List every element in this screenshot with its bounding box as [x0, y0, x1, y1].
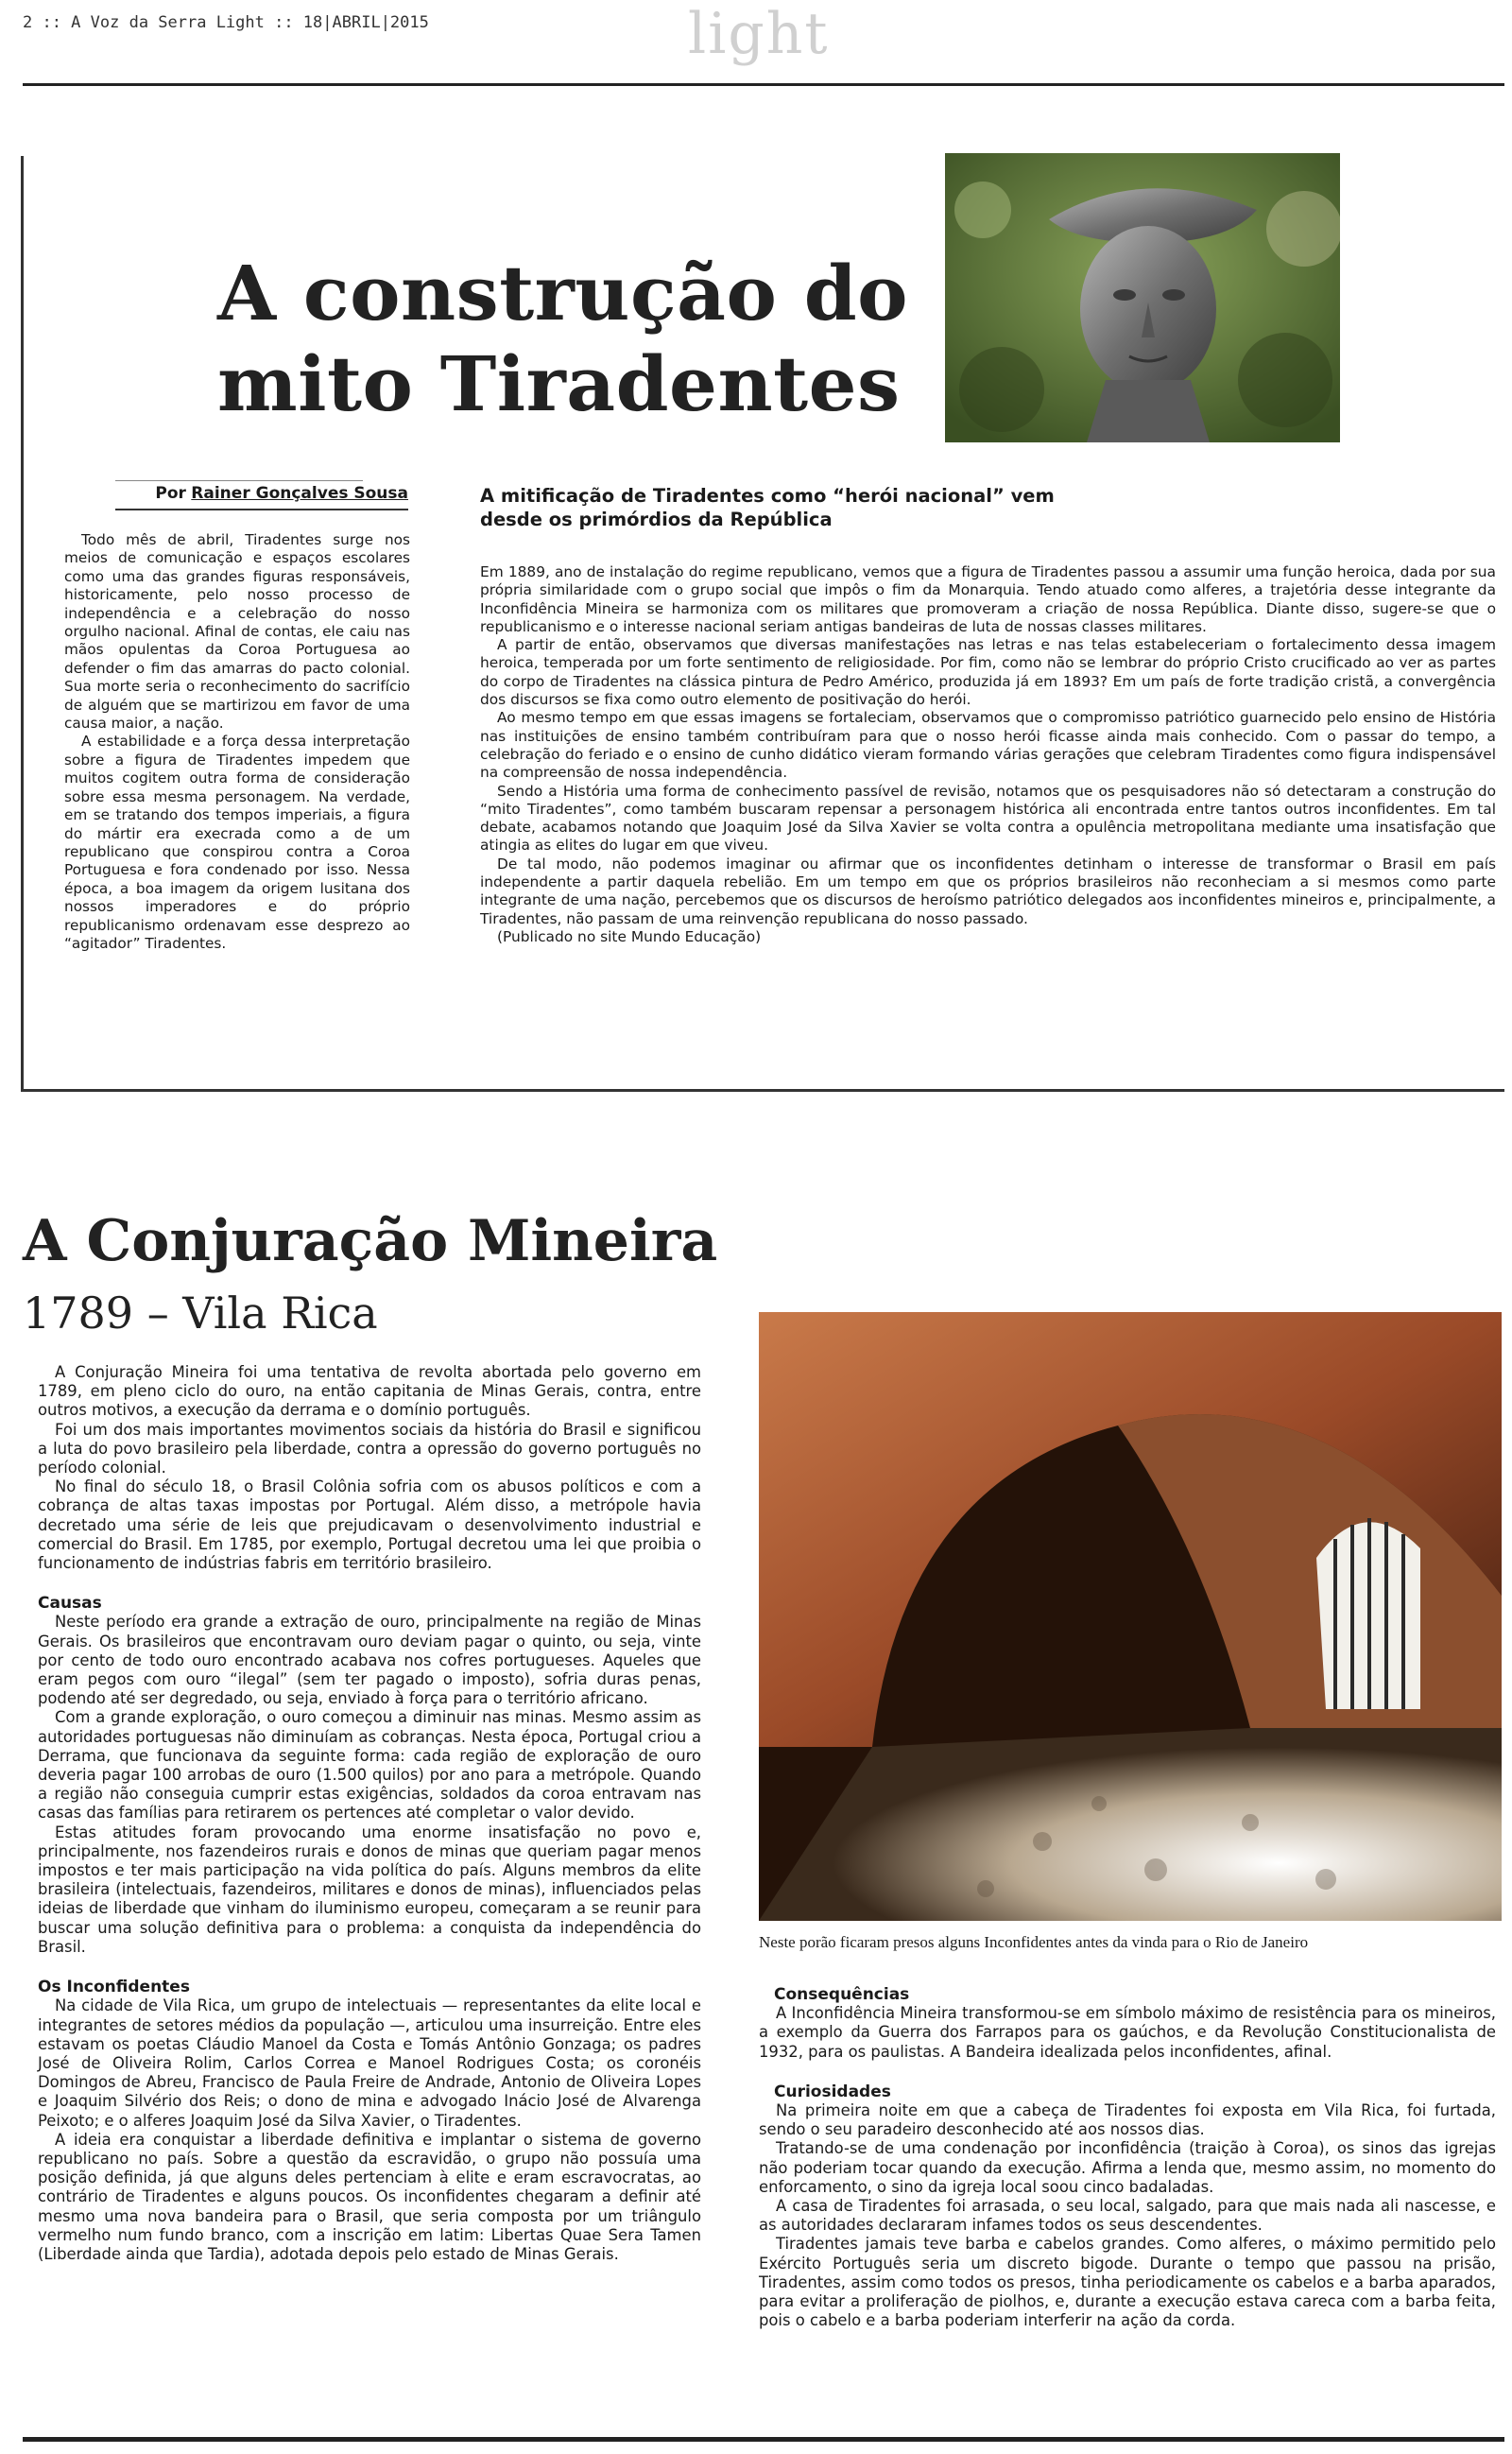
tiradentes-bust-photo	[945, 153, 1340, 442]
article2-title: A Conjuração Mineira	[23, 1208, 718, 1274]
section-heading-consequencias: Consequências	[774, 1985, 910, 2004]
byline-underline	[115, 509, 408, 510]
byline-top-rule	[115, 480, 363, 481]
paragraph: Na cidade de Vila Rica, um grupo de intelectuais — representantes da elite local e integrantes de setores médios da população —, articulou uma insurreição. Entre eles estavam os poetas Cláudio Manoel da Costa e Tomás Antônio Gonzaga; os padres José de Oliveira Rolim, Carlos Correa e Manoel Rodrigues Costa; os coronéis Domingos de Abreu, Francisco de Paula Freire de Andrade, Antonio de Oliveira Lopes e Joaquim Silvério dos Reis; o dono de mina e advogado Inácio José de Alvarenga Peixoto; e o alferes Joaquim José da Silva Xavier, o Tiradentes.	[38, 1996, 701, 2130]
paragraph: Foi um dos mais importantes movimentos sociais da história do Brasil e significou a luta do povo brasileiro pela liberdade, contra a opressão do governo português no período colonial.	[38, 1420, 701, 1478]
paragraph: Neste período era grande a extração de ouro, principalmente na região de Minas Gerais. Os brasileiros que encontravam ouro deviam pagar o quinto, ou seja, vinte por cento de todo ouro encontrado acabava nos cofres portugueses. Aqueles que eram pegos com ouro “ilegal” (sem ter pagado o imposto), sofria duras penas, podendo até ser degredado, ou seja, enviado à força para o território africano.	[38, 1613, 701, 1708]
article2-right-column	[759, 1985, 1496, 2330]
paragraph: De tal modo, não podemos imaginar ou afirmar que os inconfidentes detinham o interesse de transformar o Brasil em país independente a partir daquela rebelião. Em um tempo em que os próprios brasileiros não reconheciam a si mesmos como parte integrante de uma nação, percebemos que os discursos de heroísmo patriótico delegados aos inconfidentes mineiros e, principalmente, a Tiradentes, não passam de uma reinvenção republicana do nosso passado.	[480, 855, 1496, 927]
article2-subtitle: 1789 – Vila Rica	[23, 1287, 378, 1339]
article-subhead: A mitificação de Tiradentes como “herói nacional” vem desde os primórdios da República	[480, 485, 1055, 530]
article-frame-left	[21, 156, 24, 1092]
running-head: 2 :: A Voz da Serra Light :: 18|ABRIL|2015	[23, 13, 429, 32]
paragraph: Em 1889, ano de instalação do regime republicano, vemos que a figura de Tiradentes passou a assumir uma função heroica, dada por sua própria similaridade com o grupo social que impôs o fim da Monarquia. Tendo atuado como alferes, a trajetória desse integrante da Inconfidência Mineira se harmoniza com os militares que promoveram a criação de nossa República. Diante disso, sugere-se que o republicanismo e o interesse nacional seriam antigas bandeiras de luta de nossas classes militares.	[480, 563, 1496, 635]
paragraph: Ao mesmo tempo em que essas imagens se fortaleciam, observamos que o compromisso patriótico guarnecido pelo ensino de História nas instituições de ensino também contribuíram para que o nosso herói ficasse ainda mais conhecido. Com o passar do tempo, a celebração do feriado e o ensino de cunho didático vieram formando várias gerações que celebram Tiradentes como figura indispensável na compreensão de nossa independência.	[480, 709, 1496, 782]
paragraph: A ideia era conquistar a liberdade definitiva e implantar o sistema de governo republicano no país. Sobre a questão da escravidão, o grupo não possuía uma posição definida, já que alguns deles pertenciam à elite e eram escravocratas, ao contrário de Tiradentes e alguns poucos. Os inconfidentes chegaram a definir até mesmo uma nova bandeira para o Brasil, que seria composta por um triângulo vermelho num fundo branco, com a inscrição em latim: Libertas Quae Sera Tamen (Liberdade ainda que Tardia), adotada depois pelo estado de Minas Gerais.	[38, 2130, 701, 2263]
paragraph: A partir de então, observamos que diversas manifestações nas letras e nas telas estabeleceriam o fortalecimento dessa imagem heroica, temperada por um forte sentimento de religiosidade. Por fim, como não se lembrar do próprio Cristo crucificado ao ver as partes do corpo de Tiradentes na clássica pintura de Pedro Américo, produzida já em 1893? Em um país de forte tradição cristã, a convergência dos discursos se fixa como outro elemento de positivação do herói.	[480, 636, 1496, 709]
paragraph: No final do século 18, o Brasil Colônia sofria com os abusos políticos e com a cobrança de altas taxas impostas por Portugal. Além disso, a metrópole havia decretado uma série de leis que prejudicavam o desenvolvimento industrial e comercial do Brasil. Em 1785, por exemplo, Portugal decretou uma lei que proibia o funcionamento de indústrias fabris em território brasileiro.	[38, 1478, 701, 1573]
paragraph: Tiradentes jamais teve barba e cabelos grandes. Como alferes, o máximo permitido pelo Exército Português seria um discreto bigode. Durante o tempo que passou na prisão, Tiradentes, assim como todos os presos, tinha periodicamente os cabelos e a barba aparados, para evitar a proliferação de piolhos, e, durante a execução estava careca com a barba feita, pois o cabelo e a barba poderiam interferir na ação da corda.	[759, 2235, 1496, 2330]
article-body	[480, 563, 1496, 946]
section-heading-inconfidentes: Os Inconfidentes	[38, 1978, 190, 1997]
article-frame-bottom	[21, 1089, 1504, 1092]
paragraph: Na primeira noite em que a cabeça de Tiradentes foi exposta em Vila Rica, foi furtada, sendo o seu paradeiro desconhecido até aos nossos dias.	[759, 2101, 1496, 2139]
byline	[115, 484, 408, 503]
byline-prefix: Por	[155, 484, 186, 503]
paragraph: A estabilidade e a força dessa interpretação sobre a figura de Tiradentes impedem que muitos cogitem outra forma de consideração sobre essa mesma personagem. Na verdade, em se tratando dos tempos imperiais, a figura do mártir era execrada como a de um republicano que conspirou contra a Coroa Portuguesa e fora condenado por isso. Nessa época, a boa imagem da origem lusitana dos nossos imperadores e do próprio republicanismo ordenavam esse desprezo ao “agitador” Tiradentes.	[64, 733, 410, 952]
paragraph: Estas atitudes foram provocando uma enorme insatisfação no povo e, principalmente, nos fazendeiros rurais e donos de minas que queriam pagar menos impostos e ter mais participação na vida política do país. Alguns membros da elite brasileira (intelectuais, fazendeiros, militares e donos de minas), influenciados pelas ideias de liberdade que vinham do iluminismo europeu, começaram a se reunir para buscar uma solução definitiva para o problema: a conquista da independência do Brasil.	[38, 1823, 701, 1956]
section-heading-causas: Causas	[38, 1594, 102, 1614]
source-note: (Publicado no site Mundo Educação)	[497, 927, 762, 945]
top-rule	[23, 83, 1504, 86]
paragraph: Sendo a História uma forma de conhecimento passível de revisão, notamos que os pesquisadores não só detectaram a construção do “mito Tiradentes”, como também buscaram repensar a personagem histórica ali encontrada entre tantos outros inconfidentes. Em tal debate, acabamos notando que Joaquim José da Silva Xavier se volta contra a opulência metropolitana mediante uma insatisfação que atingia as elites do lugar em que viveu.	[480, 782, 1496, 855]
bottom-rule	[23, 2437, 1504, 2442]
photo-caption: Neste porão ficaram presos alguns Inconfidentes antes da vinda para o Rio de Janeiro	[759, 1933, 1309, 1951]
paragraph: Tratando-se de uma condenação por inconfidência (traição à Coroa), os sinos das igrejas não poderiam tocar quando da execução. Afirma a lenda que, mesmo assim, no momento do enforcamento, o sino da igreja local soou cinco badaladas.	[759, 2139, 1496, 2196]
article-left-column	[64, 531, 410, 953]
section-word: light	[688, 1, 830, 67]
byline-author: Rainer Gonçalves Sousa	[191, 484, 408, 503]
paragraph: Com a grande exploração, o ouro começou a diminuir nas minas. Mesmo assim as autoridades portuguesas não diminuíam as cobranças. Nesta época, Portugal criou a Derrama, que funcionava da seguinte forma: cada região de exploração de ouro deveria pagar 100 arrobas de ouro (1.500 quilos) por ano para a metrópole. Quando a região não conseguia cumprir estas exigências, soldados da coroa entravam nas casas das famílias para retirarem os pertences até completar o valor devido.	[38, 1708, 701, 1823]
paragraph: A Conjuração Mineira foi uma tentativa de revolta abortada pelo governo em 1789, em pleno ciclo do ouro, na então capitania de Minas Gerais, contra, entre outros motivos, a execução da derrama e o domínio português.	[38, 1363, 701, 1420]
paragraph: Todo mês de abril, Tiradentes surge nos meios de comunicação e espaços escolares como uma das grandes figuras responsáveis, historicamente, pelo nosso processo de independência e a celebração do nosso orgulho nacional. Afinal de contas, ele caiu nas mãos opulentas da Coroa Portuguesa ao defender o fim das amarras do pacto colonial. Sua morte seria o reconhecimento do sacrifício de alguém que se martirizou em favor de uma causa maior, a nação.	[64, 531, 410, 733]
article-title: A construção do mito Tiradentes	[217, 249, 909, 428]
paragraph: A casa de Tiradentes foi arrasada, o seu local, salgado, para que mais nada ali nascesse, e as autoridades declararam infames todos os seus descendentes.	[759, 2197, 1496, 2235]
paragraph: A Inconfidência Mineira transformou-se em símbolo máximo de resistência para os mineiros, a exemplo da Guerra dos Farrapos para os gaúchos, e da Revolução Constitucionalista de 1932, para os paulistas. A Bandeira idealizada pelos inconfidentes, afinal.	[759, 2004, 1496, 2061]
article2-left-column	[38, 1363, 701, 2264]
dungeon-photo	[759, 1312, 1502, 1921]
section-heading-curiosidades: Curiosidades	[774, 2082, 891, 2101]
